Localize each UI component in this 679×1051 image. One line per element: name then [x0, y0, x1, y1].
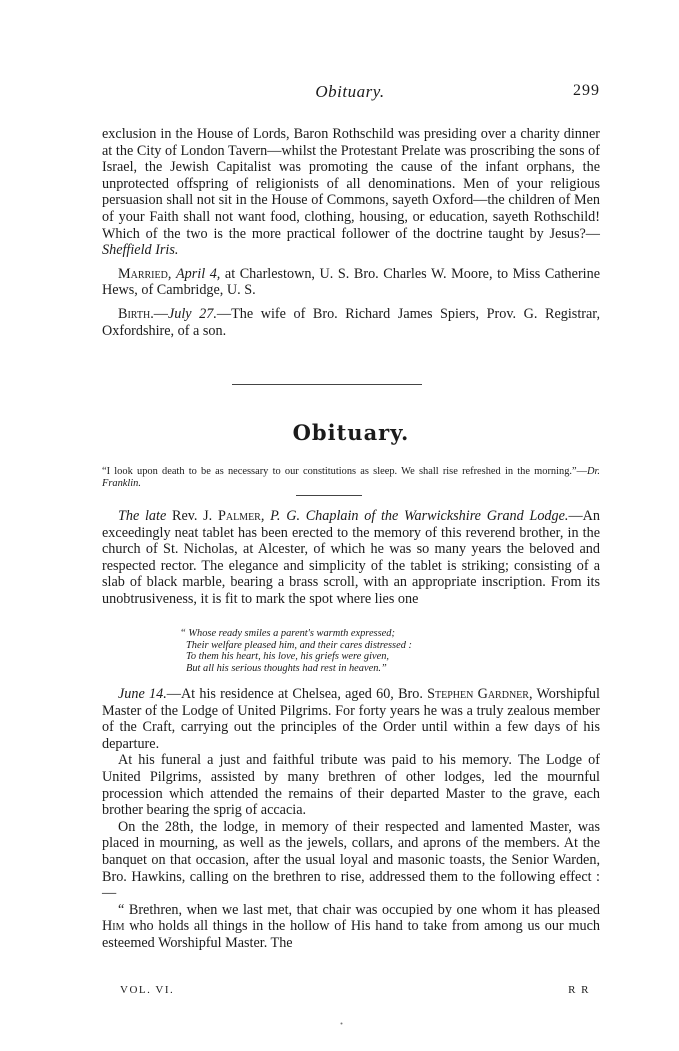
epigraph-divider	[296, 495, 362, 496]
page-number: 299	[573, 82, 600, 99]
verse-line: “ Whose ready smiles a parent's warmth expressed;	[180, 628, 395, 639]
gardner-entry	[102, 686, 600, 952]
birth-text: —The wife of Bro. Richard James Spiers, Prov. G. Registrar, Oxfordshire, of a son.	[102, 305, 600, 339]
volume-label: VOL. VI.	[120, 984, 175, 996]
print-speck	[340, 1022, 343, 1025]
married-label: Married,	[118, 265, 172, 282]
mourning-paragraph: On the 28th, the lodge, in memory of their respected and lamented Master, was placed in mourning, as well as the jewels, collars, and aprons of the members. At the banquet on that occasion, after the usual loyal and masonic toasts, the Senior Warden, Bro. Hawkins, calling on the brethren to rise, addressed them to the following effect :—	[102, 818, 600, 902]
running-title: Obituary.	[315, 82, 385, 101]
signature-mark: R R	[568, 984, 590, 996]
marriage-notice	[102, 266, 600, 299]
epigraph-text: “I look upon death to be as necessary to our constitutions as sleep. We shall rise refreshed in the morning.”—	[102, 466, 587, 477]
verse-line: But all his serious thoughts had rest in heaven.”	[186, 662, 387, 674]
section-heading: Obituary.	[292, 420, 410, 445]
birth-date: July 27.	[167, 305, 217, 322]
top-section	[102, 126, 600, 339]
epigraph	[102, 466, 600, 490]
gardner-date: June 14.	[118, 686, 167, 702]
source-citation: Sheffield Iris.	[102, 242, 179, 259]
gardner-paragraph: June 14.—At his residence at Chelsea, aged 60, Bro. Stephen Gardner, Worshipful Master of the Lodge of United Pilgrims. For forty years he was a truly zealous member of the Craft, carrying out the principles of the Order until within a few days of his departure.	[102, 686, 600, 752]
funeral-paragraph: At his funeral a just and faithful tribute was paid to his memory. The Lodge of United Pilgrims, assisted by many brethren of other lodges, led the mournful procession which attended the remains of their departed Master to the grave, each brother bearing the sprig of accacia.	[102, 752, 600, 819]
verse-line: Their welfare pleased him, and their cares distressed :	[186, 639, 412, 651]
birth-notice	[102, 306, 600, 339]
palmer-entry	[102, 508, 600, 608]
married-text: at Charlestown, U. S. Bro. Charles W. Moore, to Miss Catherine Hews, of Cambridge, U. S.	[102, 265, 600, 299]
rothschild-paragraph: exclusion in the House of Lords, Baron Rothschild was presiding over a charity dinner at the City of London Tavern—whilst the Protestant Prelate was proscribing the sons of Israel, the Jewish Capitalist was promoting the cause of the infant orphans, the unprotected offspring of religionists of all denominations. Men of your religious persuasion shall not sit in the House of Commons, sayeth Oxford—the children of Men of your Faith shall not want food, clothing, housing, or education, sayeth Rothschild! Which of the two is the more practical follower of the doctrine taught by Jesus?—Sheffield Iris.	[102, 126, 600, 259]
page-header	[100, 82, 600, 104]
palmer-paragraph: The late Rev. J. Palmer, P. G. Chaplain of the Warwickshire Grand Lodge.—An exceedingly neat tablet has been erected to the memory of this reverend brother, in the church of St. Nicholas, at Alcester, of which he was so many years the beloved and respected rector. The elegance and simplicity of the tablet is striking; consisting of a slab of black marble, bearing a brass scroll, with an appropriate inscription. From its unobtrusiveness, it is fit to mark the spot where lies one	[102, 508, 600, 607]
verse-line: To them his heart, his love, his griefs were given,	[186, 651, 389, 663]
address-paragraph: “ Brethren, when we last met, that chair was occupied by one whom it has pleased Him who holds all things in the hollow of His hand to take from among us our much esteemed Worshipful Master. The	[102, 901, 600, 951]
birth-label: Birth.—	[118, 305, 168, 322]
page-footer	[120, 984, 590, 996]
gardner-name: Stephen Gardner	[427, 686, 529, 702]
section-divider	[232, 384, 422, 385]
verse-quote	[180, 628, 412, 674]
palmer-name: Palmer	[217, 508, 261, 524]
epigraph-author: Dr. Franklin.	[102, 466, 600, 489]
married-date: April 4,	[175, 265, 221, 282]
